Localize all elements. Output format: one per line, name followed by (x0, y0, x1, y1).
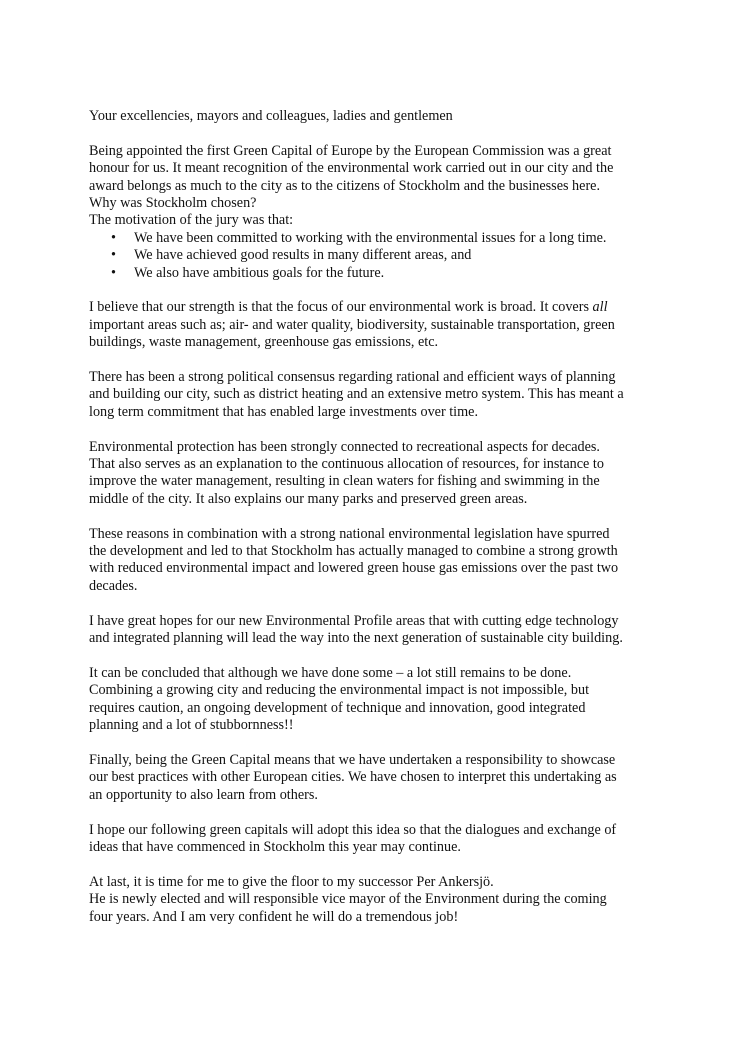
text-line: with reduced environmental impact and lowered green house gas emissions over the past two (89, 560, 619, 577)
text-line: I have great hopes for our new Environmental Profile areas that with cutting edge technology (89, 612, 619, 629)
text-line: improve the water management, resulting in clean waters for fishing and swimming in the (89, 473, 600, 490)
text-line: ideas that have commenced in Stockholm this year may continue. (89, 838, 461, 855)
paragraph-environmental-protection (89, 439, 666, 509)
text-line: planning and a lot of stubbornness!! (89, 717, 294, 734)
bullet-icon: • (111, 247, 116, 264)
text-line: I hope our following green capitals will adopt this idea so that the dialogues and exchange of (89, 821, 617, 838)
text-line: middle of the city. It also explains our many parks and preserved green areas. (89, 490, 528, 507)
text-line: Environmental protection has been strongly connected to recreational aspects for decades. (89, 438, 600, 455)
text-line: and building our city, such as district heating and an extensive metro system. This has meant a (89, 386, 624, 403)
text-line: our best practices with other European cities. We have chosen to interpret this undertaking as (89, 769, 617, 786)
emphasis-text: all (592, 299, 608, 316)
paragraph-profile-areas (89, 613, 666, 648)
text-line: the development and led to that Stockholm has actually managed to combine a strong growth (89, 543, 618, 560)
text-line: requires caution, an ongoing development of technique and innovation, good integrated (89, 699, 586, 716)
text-line: decades. (89, 577, 138, 594)
text-span: I believe that our strength is that the focus of our environmental work is broad. It covers (89, 299, 593, 316)
text-line: At last, it is time for me to give the floor to my successor Per Ankersjö. (89, 873, 494, 890)
salutation: Your excellencies, mayors and colleagues, ladies and gentlemen (89, 108, 453, 124)
text-line: These reasons in combination with a strong national environmental legislation have spurred (89, 525, 610, 542)
text-line: There has been a strong political consensus regarding rational and efficient ways of planning (89, 369, 616, 386)
text-line: Finally, being the Green Capital means that we have undertaken a responsibility to showcase (89, 751, 616, 768)
paragraph-green-capital-appointment (89, 143, 666, 282)
bullet-icon: • (111, 229, 116, 246)
paragraph-political-consensus (89, 369, 666, 421)
paragraph-reasons (89, 526, 666, 596)
list-item (111, 265, 666, 282)
text-line: an opportunity to also learn from others. (89, 786, 318, 803)
paragraph-successor (89, 874, 666, 926)
paragraph-following-capitals (89, 822, 666, 857)
text-line: It can be concluded that although we have done some – a lot still remains to be done. (89, 664, 572, 681)
jury-motivation-list (89, 230, 666, 282)
text-line: Being appointed the first Green Capital of Europe by the European Commission was a great (89, 142, 612, 159)
text-line: Combining a growing city and reducing the environmental impact is not impossible, but (89, 682, 590, 699)
list-item-text: We also have ambitious goals for the future. (134, 264, 385, 281)
text-line: buildings, waste management, greenhouse gas emissions, etc. (89, 334, 439, 351)
text-line: important areas such as; air- and water quality, biodiversity, sustainable transportation, green (89, 316, 615, 333)
text-line: honour for us. It meant recognition of the environmental work carried out in our city and the (89, 160, 614, 177)
text-line: The motivation of the jury was that: (89, 212, 294, 229)
text-line: Why was Stockholm chosen? (89, 195, 257, 212)
list-item-text: We have achieved good results in many different areas, and (134, 247, 472, 264)
paragraph-conclusion (89, 665, 666, 735)
list-item (111, 230, 666, 247)
list-item-text: We have been committed to working with the environmental issues for a long time. (134, 229, 607, 246)
text-line: That also serves as an explanation to the continuous allocation of resources, for instance to (89, 456, 604, 473)
paragraph-responsibility (89, 752, 666, 804)
text-line: four years. And I am very confident he will do a tremendous job! (89, 908, 459, 925)
text-line: and integrated planning will lead the way into the next generation of sustainable city building. (89, 630, 623, 647)
text-line: He is newly elected and will responsible vice mayor of the Environment during the coming (89, 891, 607, 908)
paragraph-broad-focus (89, 299, 666, 351)
text-line (89, 299, 666, 316)
list-item (111, 247, 666, 264)
text-line: long term commitment that has enabled large investments over time. (89, 403, 479, 420)
text-line: award belongs as much to the city as to the citizens of Stockholm and the businesses here. (89, 177, 601, 194)
bullet-icon: • (111, 264, 116, 281)
